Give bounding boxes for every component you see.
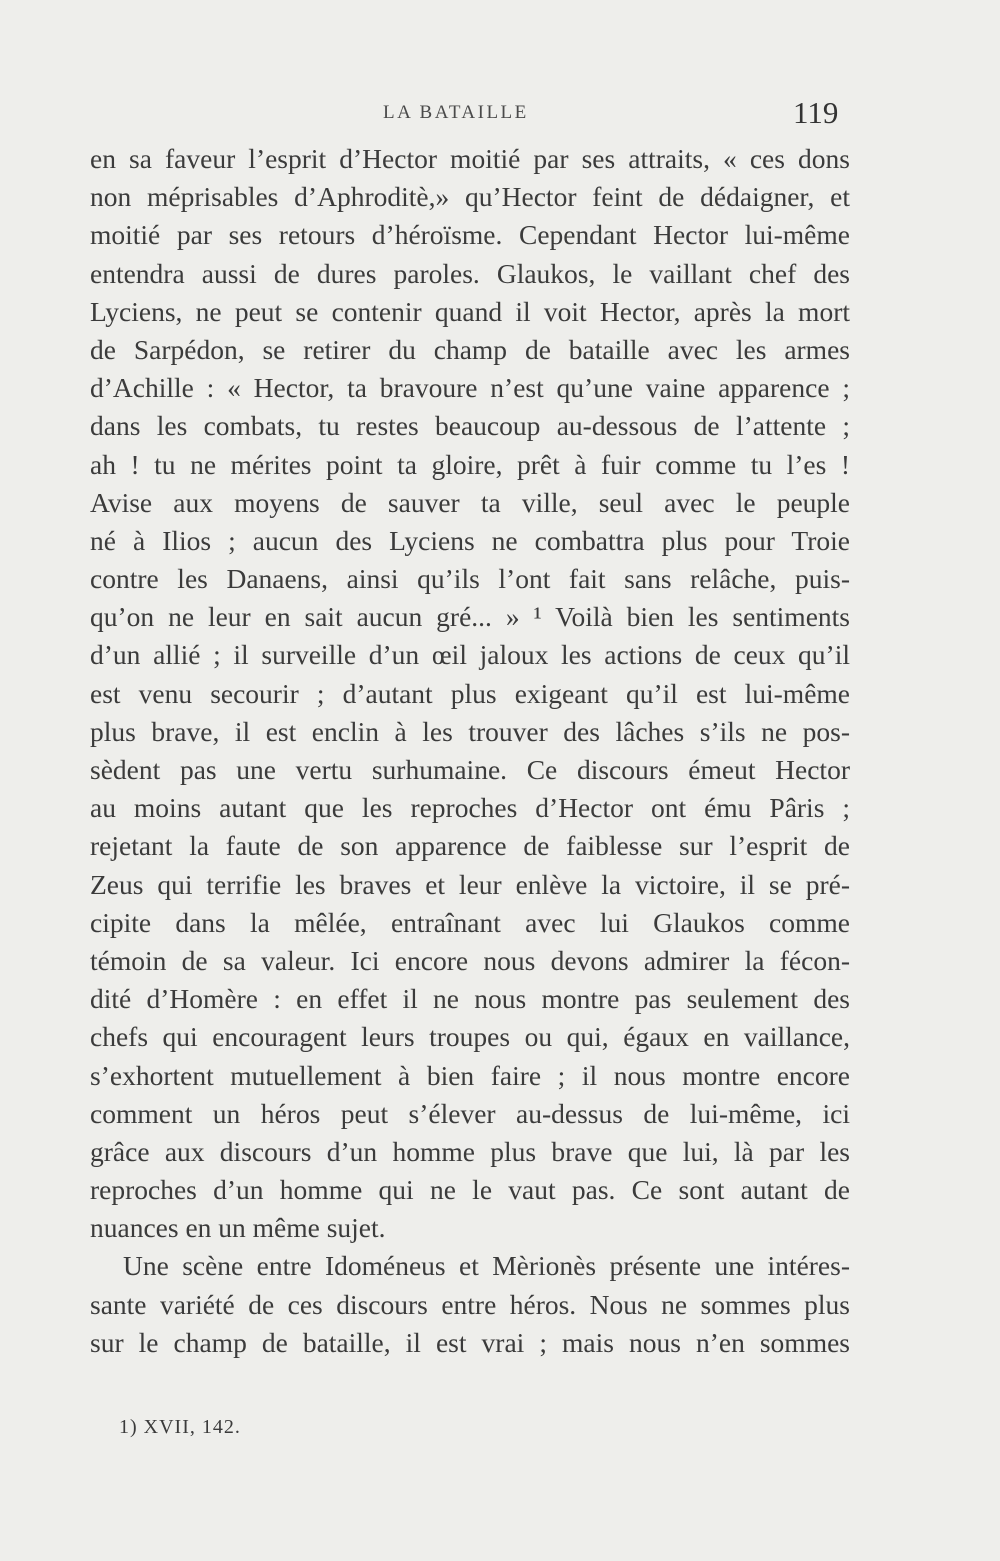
- text-line: est venu secourir ; d’autant plus exigeant qu’il est lui-même: [90, 677, 850, 709]
- paragraph-2: [90, 1247, 850, 1362]
- text-line: d’un allié ; il surveille d’un œil jaloux les actions de ceux qu’il: [90, 639, 850, 671]
- body-text: [90, 140, 850, 1362]
- text-line: d’Achille : « Hector, ta bravoure n’est qu’une vaine apparence ;: [90, 372, 850, 404]
- text-line: non méprisables d’Aphroditè,» qu’Hector feint de dédaigner, et: [90, 181, 850, 213]
- footnote: 1) XVII, 142.: [119, 1416, 241, 1438]
- text-line: grâce aux discours d’un homme plus brave que lui, là par les: [90, 1135, 850, 1167]
- text-line: Avise aux moyens de sauver ta ville, seul avec le peuple: [90, 486, 850, 518]
- text-line: sèdent pas une vertu surhumaine. Ce discours émeut Hector: [90, 754, 850, 785]
- running-head: [0, 95, 1000, 136]
- text-line: né à Ilios ; aucun des Lyciens ne combattra plus pour Troie: [90, 524, 850, 556]
- text-line: contre les Danaens, ainsi qu’ils l’ont fait sans relâche, puis-: [90, 563, 850, 595]
- text-line: rejetant la faute de son apparence de faiblesse sur l’esprit de: [90, 830, 850, 862]
- page-number: 119: [793, 95, 839, 130]
- text-line: en sa faveur l’esprit d’Hector moitié par ses attraits, « ces dons: [90, 143, 850, 174]
- text-line: plus brave, il est enclin à les trouver des lâches s’ils ne pos-: [90, 715, 850, 747]
- text-line: cipite dans la mêlée, entraînant avec lui Glaukos comme: [90, 906, 850, 938]
- text-line: sur le champ de bataille, il est vrai ; mais nous n’en sommes: [90, 1326, 850, 1358]
- text-line: ah ! tu ne mérites point ta gloire, prêt à fuir comme tu l’es !: [90, 448, 850, 480]
- text-line: dans les combats, tu restes beaucoup au-dessous de l’attente ;: [90, 410, 850, 442]
- paragraph-1: [90, 140, 850, 1247]
- running-title: LA BATAILLE: [383, 102, 529, 123]
- text-line: de Sarpédon, se retirer du champ de bataille avec les armes: [90, 333, 850, 365]
- text-line: s’exhortent mutuellement à bien faire ; il nous montre encore: [90, 1059, 850, 1091]
- text-line: nuances en un même sujet.: [90, 1212, 386, 1244]
- text-line: reproches d’un homme qui ne le vaut pas. Ce sont autant de: [90, 1174, 850, 1206]
- text-line: Zeus qui terrifie les braves et leur enlève la victoire, il se pré-: [90, 868, 850, 900]
- text-line: qu’on ne leur en sait aucun gré... » ¹ Voilà bien les sentiments: [90, 601, 850, 633]
- text-line: comment un héros peut s’élever au-dessus de lui-même, ici: [90, 1097, 850, 1129]
- text-line: au moins autant que les reproches d’Hector ont ému Pâris ;: [90, 792, 850, 824]
- text-line: dité d’Homère : en effet il ne nous montre pas seulement des: [90, 983, 850, 1015]
- text-line: entendra aussi de dures paroles. Glaukos, le vaillant chef des: [90, 257, 850, 289]
- text-line: moitié par ses retours d’héroïsme. Cependant Hector lui-même: [90, 219, 850, 251]
- text-line: Lyciens, ne peut se contenir quand il voit Hector, après la mort: [90, 295, 850, 327]
- text-line: Une scène entre Idoméneus et Mèrionès présente une intéres-: [123, 1250, 850, 1282]
- text-line: témoin de sa valeur. Ici encore nous devons admirer la fécon-: [90, 944, 850, 976]
- text-line: sante variété de ces discours entre héros. Nous ne sommes plus: [90, 1288, 850, 1320]
- text-line: chefs qui encouragent leurs troupes ou qui, égaux en vaillance,: [90, 1021, 850, 1053]
